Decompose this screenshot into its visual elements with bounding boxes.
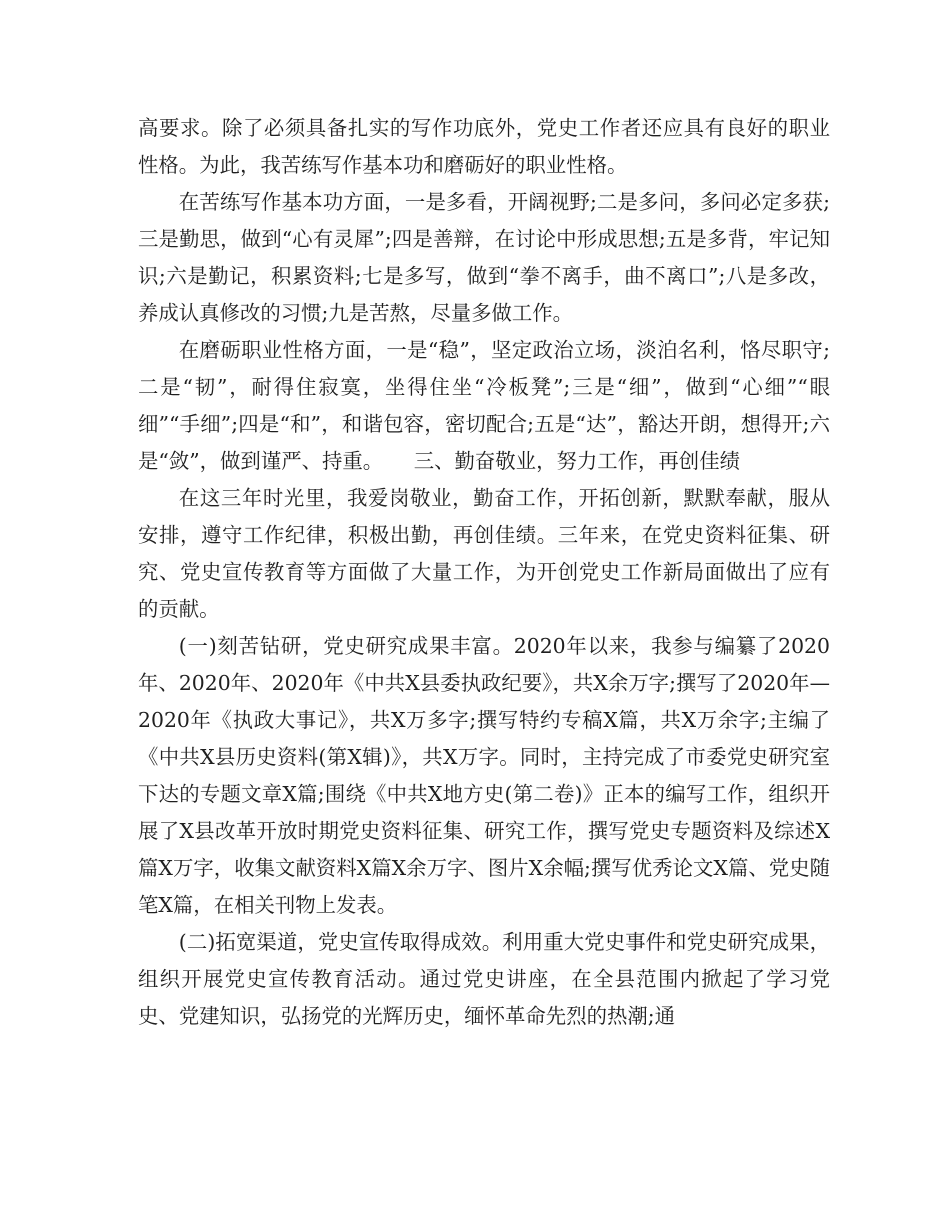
paragraph-6: (二)拓宽渠道，党史宣传取得成效。利用重大党史事件和党史研究成果，组织开展党史宣传教育活动。通过党史讲座，在全县范围内掀起了学习党史、党建知识，弘扬党的光辉历史，缅怀革命先烈的热潮;通 bbox=[138, 930, 830, 1028]
paragraph-4: 在这三年时光里，我爱岗敬业，勤奋工作，开拓创新，默默奉献，服从安排，遵守工作纪律，积极出勤，再创佳绩。三年来，在党史资料征集、研究、党史宣传教育等方面做了大量工作，为开创党史工作新局面做出了应有的贡献。 bbox=[138, 486, 830, 621]
paragraph-2: 在苦练写作基本功方面，一是多看，开阔视野;二是多问，多问必定多获;三是勤思，做到“心有灵犀”;四是善辩，在讨论中形成思想;五是多背，牢记知识;六是勤记，积累资料;七是多写，做到“拳不离手，曲不离口”;八是多改，养成认真修改的习惯;九是苦熬，尽量多做工作。 bbox=[138, 190, 830, 325]
paragraph-3: 在磨砺职业性格方面，一是“稳”，坚定政治立场，淡泊名利，恪尽职守;二是“韧”，耐得住寂寞，坐得住坐“冷板凳”;三是“细”，做到“心细”“眼细”“手细”;四是“和”，和谐包容，密切配合;五是“达”，豁达开朗，想得开;六是“敛”，做到谨严、持重。 三、勤奋敬业，努力工作，再创佳绩 bbox=[138, 338, 830, 473]
paragraph-5: (一)刻苦钻研，党史研究成果丰富。2020年以来，我参与编纂了2020年、2020年、2020年《中共X县委执政纪要》，共X余万字;撰写了2020年—2020年《执政大事记》，共X万多字;撰写特约专稿X篇，共X万余字;主编了《中共X县历史资料(第X辑)》，共X万字。同时，主持完成了市委党史研究室下达的专题文章X篇;围绕《中共X地方史(第二卷)》正本的编写工作，组织开展了X县改革开放时期党史资料征集、研究工作，撰写党史专题资料及综述X篇X万字，收集文献资料X篇X余万字、图片X余幅;撰写优秀论文X篇、党史随笔X篇，在相关刊物上发表。 bbox=[138, 634, 830, 917]
document-body bbox=[138, 110, 830, 1035]
paragraph-1: 高要求。除了必须具备扎实的写作功底外，党史工作者还应具有良好的职业性格。为此，我苦练写作基本功和磨砺好的职业性格。 bbox=[138, 116, 830, 177]
